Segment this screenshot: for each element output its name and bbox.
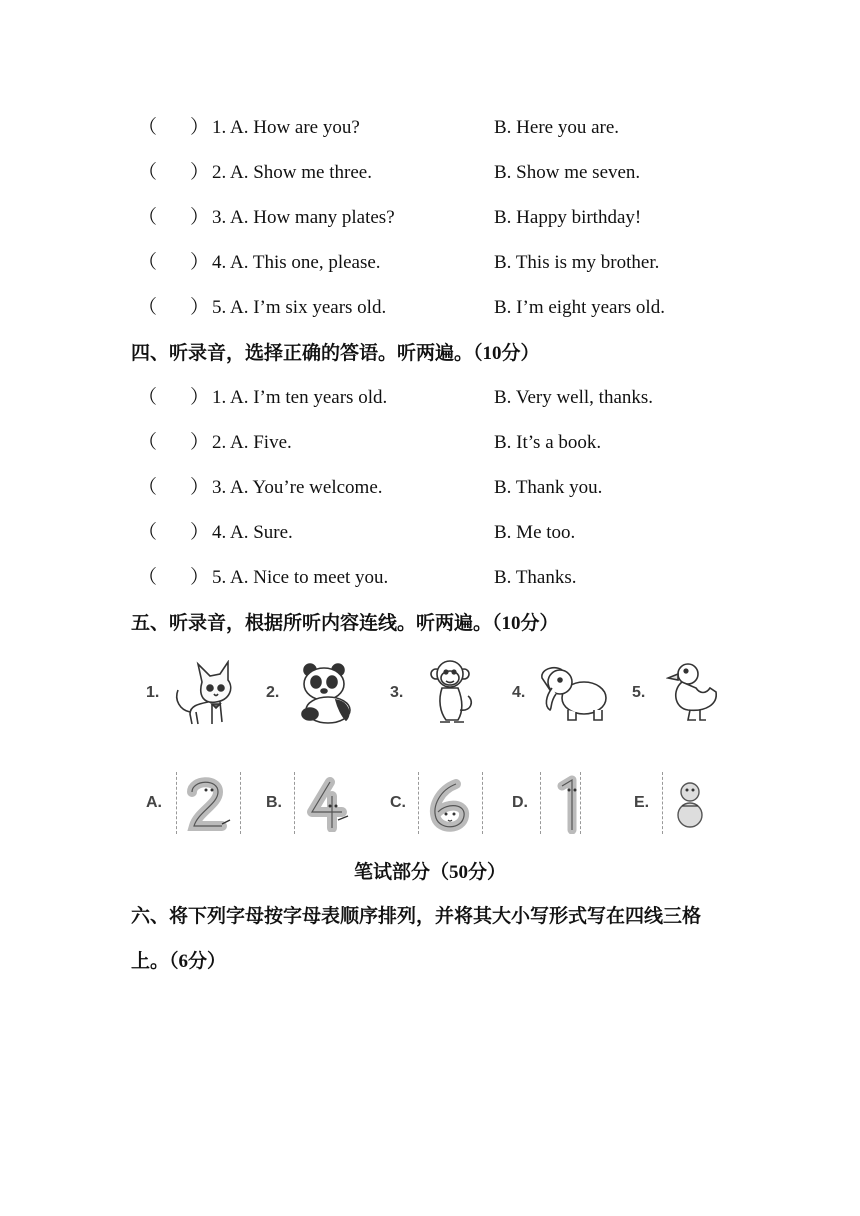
number-item	[500, 770, 620, 836]
question-row	[138, 385, 738, 411]
option-a: A. How many plates?	[230, 207, 395, 228]
animal-item	[500, 658, 620, 728]
item-label: 5.	[632, 684, 646, 701]
number-item	[260, 770, 380, 836]
animal-item	[620, 658, 740, 728]
answer-paren-close: ）	[190, 567, 210, 588]
section-title: 五、听录音，根据所听内容连线。听两遍。（	[131, 612, 502, 634]
number-item	[620, 770, 740, 836]
section-unit: 分）	[520, 612, 559, 634]
section-heading	[131, 609, 559, 638]
answer-paren-open: （	[138, 522, 158, 543]
question-number: 3.	[212, 207, 227, 228]
option-a: A. Show me three.	[230, 162, 372, 183]
answer-paren-open: （	[138, 252, 158, 273]
answer-paren-open: （	[138, 297, 158, 318]
question-number: 1.	[212, 117, 227, 138]
option-b: B. Show me seven.	[494, 162, 641, 183]
item-label: B.	[266, 794, 282, 811]
answer-paren-close: ）	[190, 297, 210, 318]
option-b: B. Thank you.	[494, 477, 603, 498]
item-label: 3.	[390, 684, 404, 701]
number-row	[140, 770, 740, 836]
written-part-score: 50	[449, 862, 468, 883]
answer-paren-close: ）	[190, 207, 210, 228]
written-part-unit: 分）	[468, 861, 507, 883]
section-unit: 分）	[188, 950, 227, 972]
question-number: 1.	[212, 387, 227, 408]
question-row	[138, 115, 738, 141]
divider	[540, 772, 541, 834]
section-heading	[131, 339, 540, 368]
option-b: B. This is my brother.	[494, 252, 660, 273]
item-label: 4.	[512, 684, 526, 701]
divider	[418, 772, 419, 834]
section-title: 六、将下列字母按字母表顺序排列，并将其大小写形式写在四线三格	[131, 905, 702, 927]
option-b: B. Here you are.	[494, 117, 620, 138]
section-title: 四、听录音，选择正确的答语。听两遍。（	[131, 342, 483, 364]
answer-paren-close: ）	[190, 522, 210, 543]
answer-paren-close: ）	[190, 432, 210, 453]
option-b: B. Thanks.	[494, 567, 577, 588]
elephant-icon	[538, 664, 610, 722]
divider	[176, 772, 177, 834]
number-item	[380, 770, 500, 836]
number-1-icon	[552, 774, 588, 834]
question-number: 3.	[212, 477, 227, 498]
answer-paren-open: （	[138, 432, 158, 453]
section-score: 6	[178, 951, 189, 972]
animal-row	[140, 658, 740, 728]
panda-icon	[296, 662, 356, 724]
question-number: 5.	[212, 297, 227, 318]
animal-item	[140, 658, 260, 728]
answer-paren-close: ）	[190, 117, 210, 138]
option-a: A. Sure.	[230, 522, 293, 543]
question-row	[138, 205, 738, 231]
question-row	[138, 295, 738, 321]
duck-icon	[666, 660, 722, 724]
written-part-label: 笔试部分（	[353, 861, 449, 883]
option-b: B. It’s a book.	[494, 432, 602, 453]
question-number: 4.	[212, 252, 227, 273]
item-label: 1.	[146, 684, 160, 701]
answer-paren-close: ）	[190, 162, 210, 183]
item-label: D.	[512, 794, 528, 811]
question-row	[138, 475, 738, 501]
written-part-title	[0, 858, 860, 887]
question-row	[138, 430, 738, 456]
section-heading	[131, 902, 701, 930]
number-2-icon	[186, 776, 234, 832]
question-row	[138, 520, 738, 546]
question-number: 4.	[212, 522, 227, 543]
option-a: A. Nice to meet you.	[230, 567, 389, 588]
option-a: A. This one, please.	[230, 252, 381, 273]
divider	[482, 772, 483, 834]
item-label: C.	[390, 794, 406, 811]
question-number: 5.	[212, 567, 227, 588]
answer-paren-close: ）	[190, 477, 210, 498]
answer-paren-open: （	[138, 477, 158, 498]
section-score: 10	[501, 613, 521, 634]
animal-item	[380, 658, 500, 728]
option-a: A. Five.	[230, 432, 292, 453]
question-row	[138, 565, 738, 591]
divider	[580, 772, 581, 834]
question-number: 2.	[212, 432, 227, 453]
divider	[240, 772, 241, 834]
divider	[662, 772, 663, 834]
number-4-icon	[304, 776, 354, 832]
answer-paren-open: （	[138, 117, 158, 138]
number-item	[140, 770, 260, 836]
question-number: 2.	[212, 162, 227, 183]
option-a: A. You’re welcome.	[230, 477, 383, 498]
question-row	[138, 250, 738, 276]
answer-paren-open: （	[138, 387, 158, 408]
answer-paren-close: ）	[190, 387, 210, 408]
item-label: A.	[146, 794, 162, 811]
answer-paren-open: （	[138, 567, 158, 588]
option-b: B. Very well, thanks.	[494, 387, 654, 408]
option-a: A. I’m ten years old.	[230, 387, 388, 408]
section-heading-cont	[131, 947, 226, 976]
divider	[294, 772, 295, 834]
option-a: A. How are you?	[230, 117, 360, 138]
option-b: B. Me too.	[494, 522, 576, 543]
monkey-icon	[428, 660, 478, 726]
answer-paren-open: （	[138, 207, 158, 228]
section-unit: 分）	[501, 342, 540, 364]
number-6-icon	[426, 776, 476, 832]
item-label: 2.	[266, 684, 280, 701]
option-b: B. Happy birthday!	[494, 207, 642, 228]
cat-icon	[168, 660, 240, 726]
option-b: B. I’m eight years old.	[494, 297, 665, 318]
item-label: E.	[634, 794, 650, 811]
answer-paren-open: （	[138, 162, 158, 183]
animal-item	[260, 658, 380, 728]
option-a: A. I’m six years old.	[230, 297, 387, 318]
section-score: 10	[482, 343, 502, 364]
question-row	[138, 160, 738, 186]
section-title: 上。（	[131, 950, 179, 972]
number-8-icon	[670, 776, 710, 832]
answer-paren-close: ）	[190, 252, 210, 273]
